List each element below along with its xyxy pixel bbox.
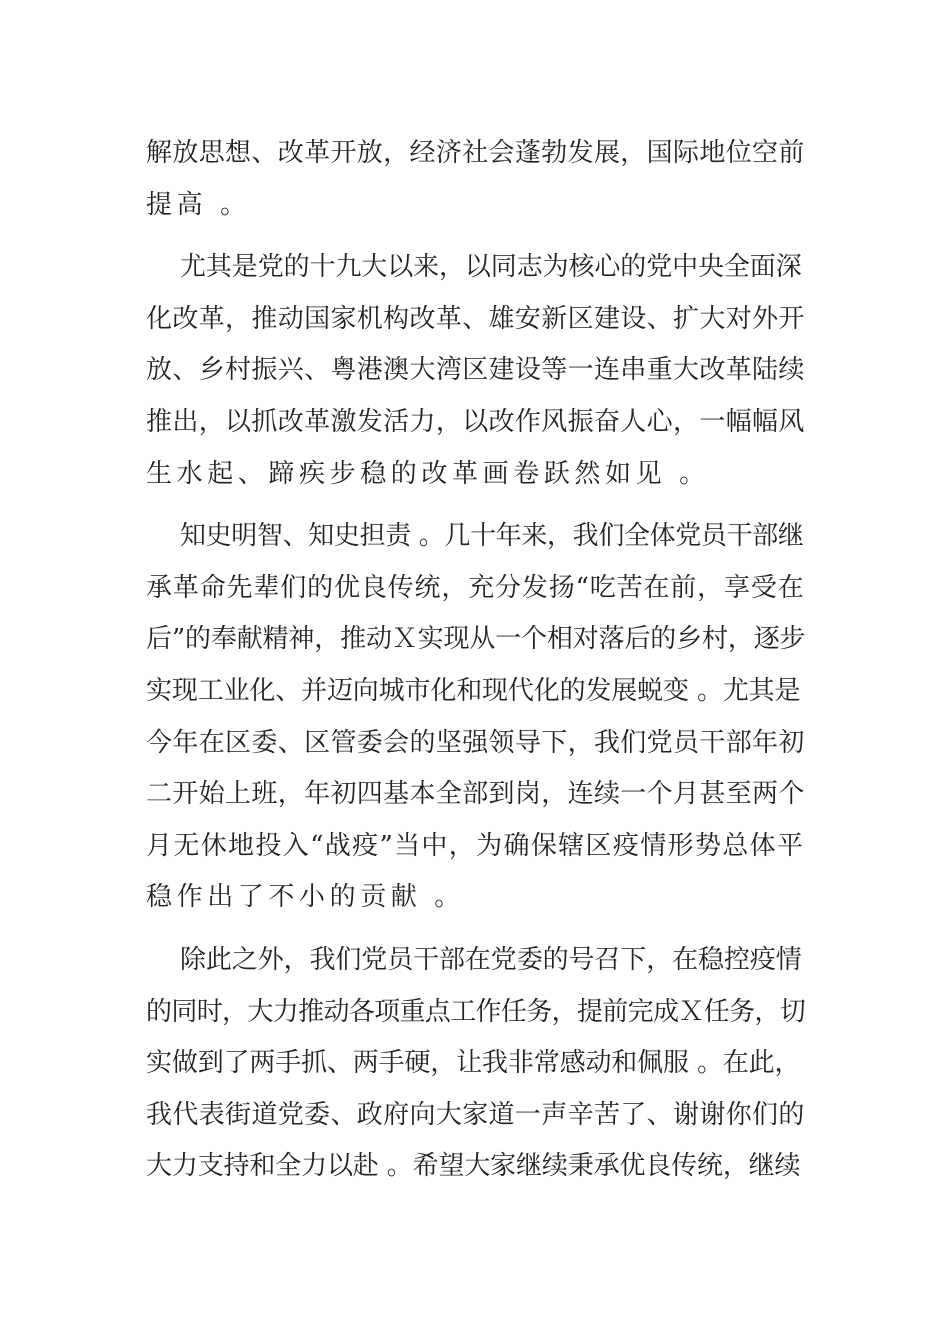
text-line: 的同时，大力推动各项重点工作任务，提前完成Ｘ任务，切 [146,996,806,1027]
text-line: 实做到了两手抓、两手硬，让我非常感动和佩服 。在此， [146,1048,801,1079]
text-line: 承革命先辈们的优良传统，充分发扬“吃苦在前，享受在 [146,572,805,603]
text-line: 实现工业化、并迈向城市化和现代化的发展蜕变 。尤其是 [146,675,801,706]
text-line: 大力支持和全力以赴 。希望大家继续秉承优良传统，继续 [146,1151,801,1182]
text-line: 推出，以抓改革激发活力，以改作风振奋人心，一幅幅风 [146,406,805,437]
paragraph-2 [146,242,806,500]
body-text [146,128,806,1193]
text-line: 生水起、蹄疾步稳的改革画卷跃然如见 。 [146,458,710,489]
text-line: 后”的奉献精神，推动Ｘ实现从一个相对落后的乡村，逐步 [146,624,806,655]
text-line: 我代表街道党委、政府向大家道一声辛苦了、谢谢你们的 [146,1099,805,1130]
text-line: 放、乡村振兴、粤港澳大湾区建设等一连串重大改革陆续 [146,355,805,386]
text-line: 知史明智、知史担责 。几十年来，我们全体党员干部继 [180,521,804,552]
text-line: 今年在区委、区管委会的坚强领导下，我们党员干部年初 [146,727,805,758]
text-line: 提高 。 [146,189,251,220]
text-line: 除此之外，我们党员干部在党委的号召下，在稳控疫情 [180,944,802,975]
paragraph-3 [146,511,806,924]
text-line: 尤其是党的十九大以来，以同志为核心的党中央全面深 [180,252,802,283]
paragraph-4 [146,935,806,1193]
text-line: 化改革，推动国家机构改革、雄安新区建设、扩大对外开 [146,303,805,334]
text-line: 二开始上班，年初四基本全部到岗，连续一个月甚至两个 [146,779,805,810]
text-line: 月无休地投入“战疫”当中，为确保辖区疫情形势总体平 [146,830,805,861]
text-line: 稳作出了不小的贡献 。 [146,882,465,913]
paragraph-1 [146,128,806,231]
text-line: 解放思想、改革开放，经济社会蓬勃发展，国际地位空前 [146,138,805,168]
